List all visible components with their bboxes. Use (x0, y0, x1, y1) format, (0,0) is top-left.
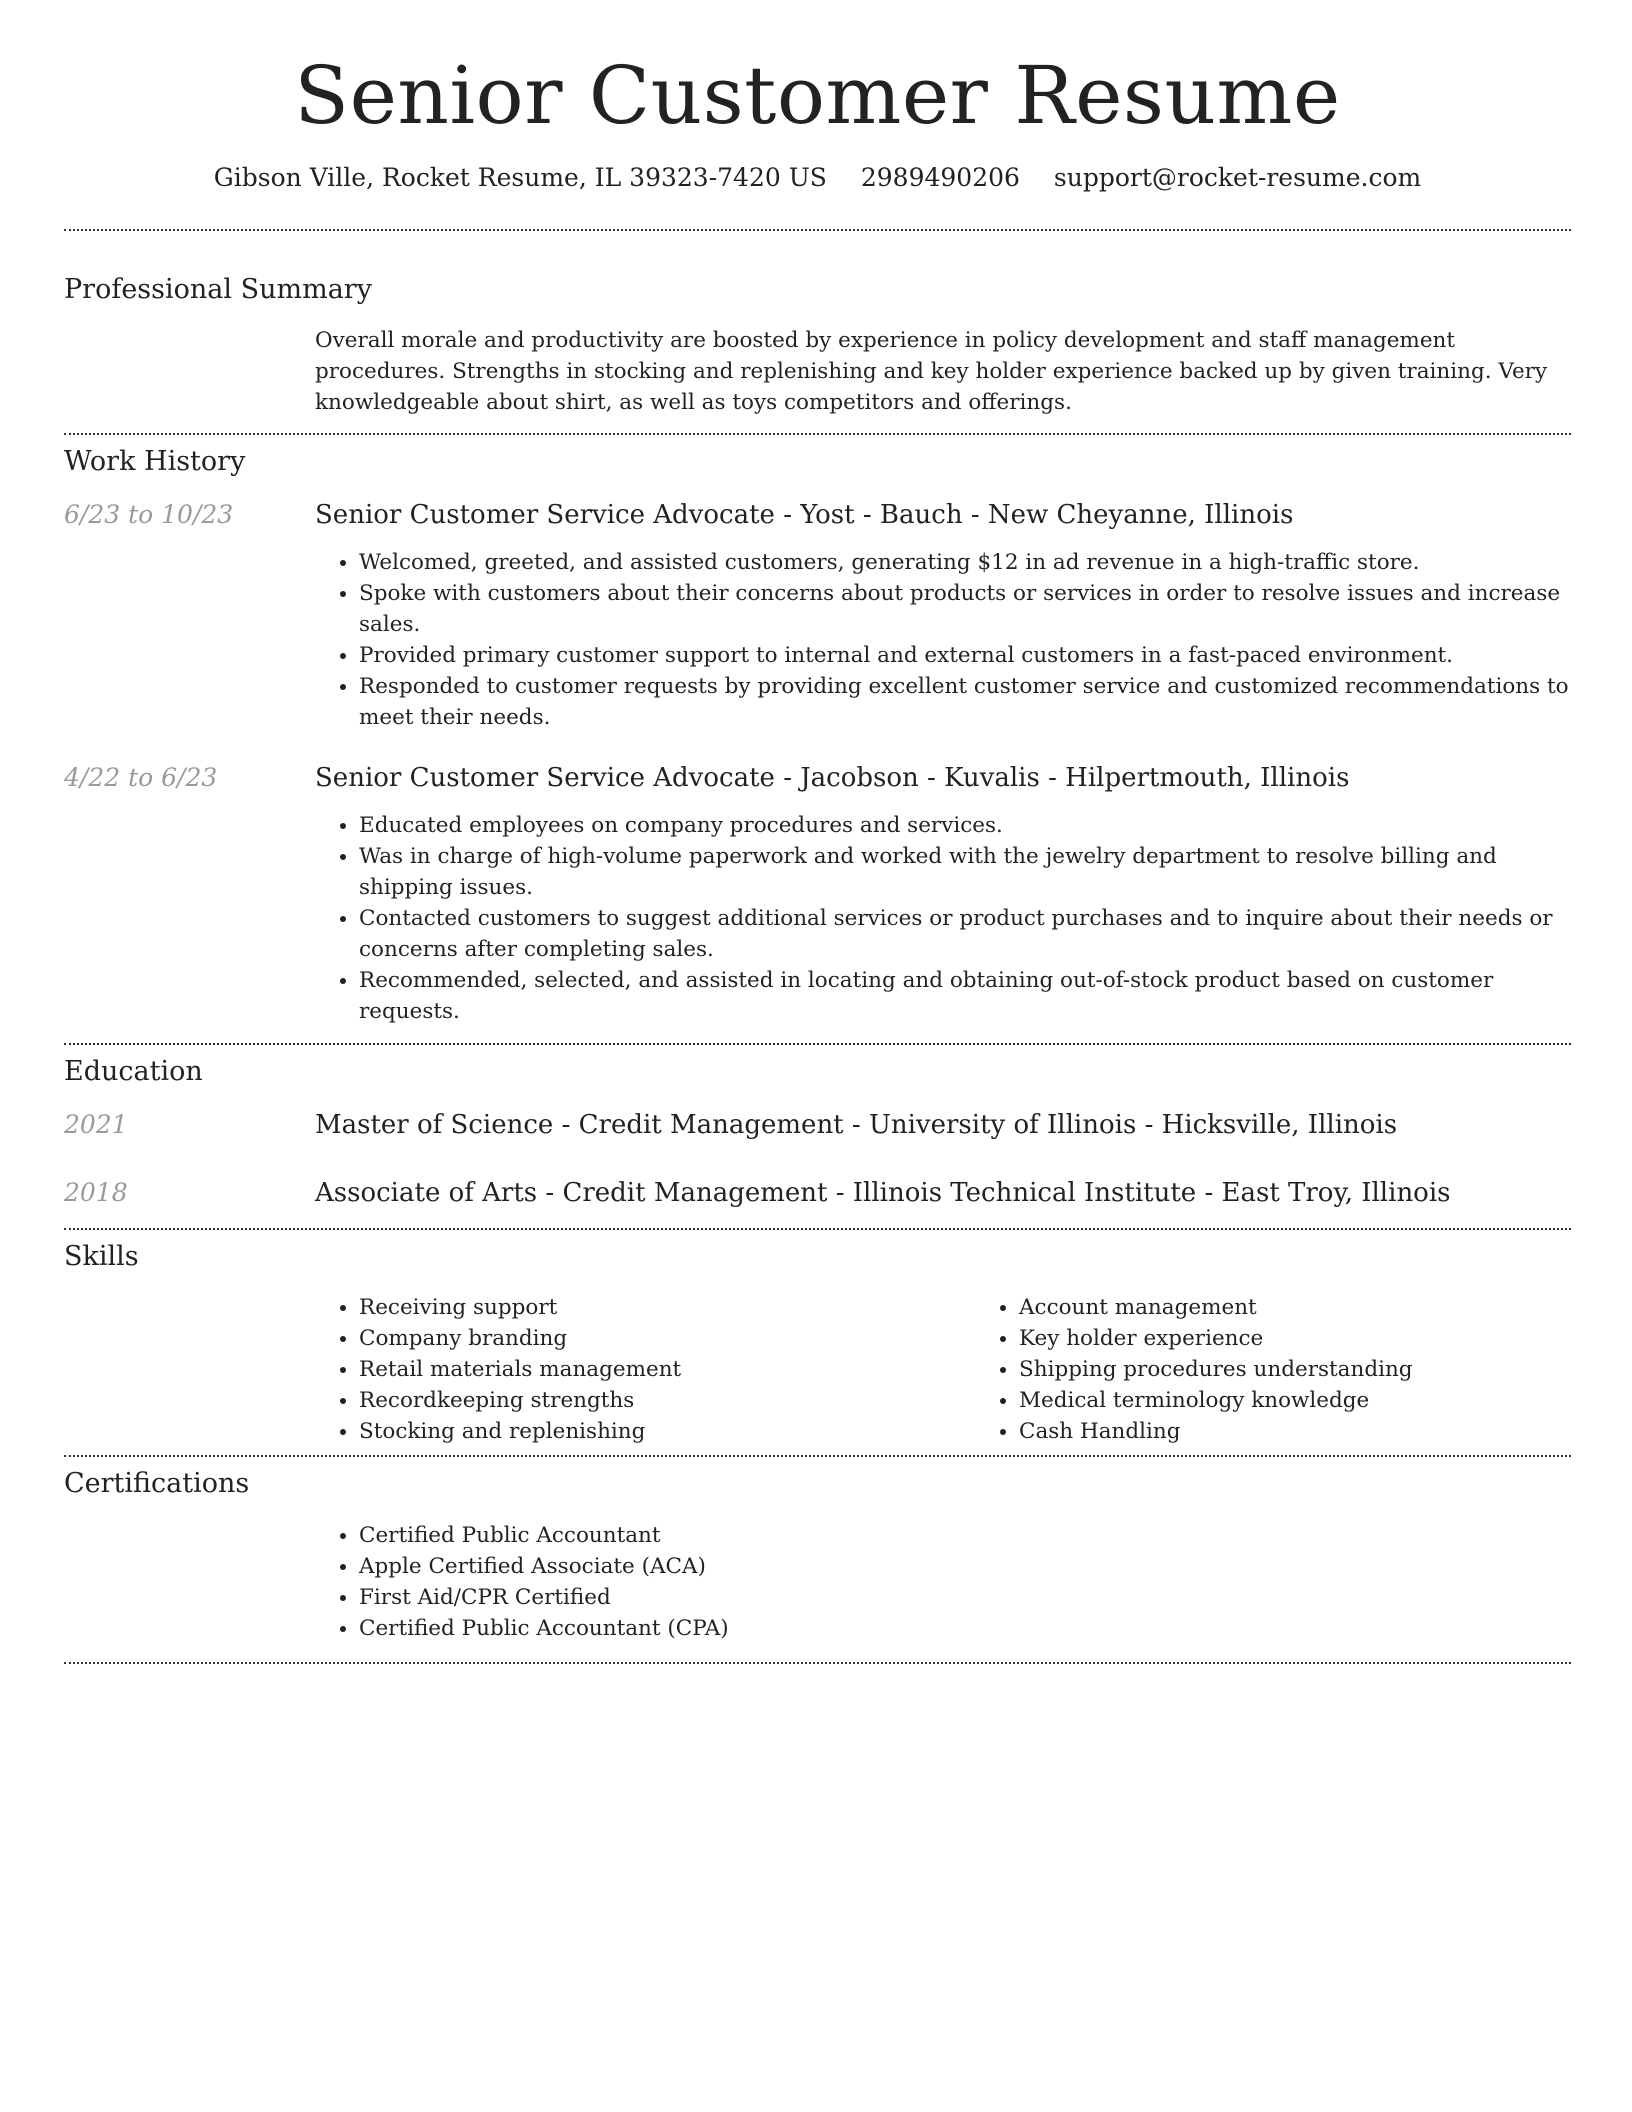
section-divider (64, 1228, 1571, 1230)
education-year: 2021 (64, 1110, 128, 1140)
contact-line (64, 162, 1571, 195)
skill-item: • Stocking and replenishing (359, 1416, 975, 1447)
certification-item: • Certified Public Accountant (359, 1520, 1571, 1551)
job-bullet: • Recommended, selected, and assisted in locating and obtaining out-of-stock product based on customer requests. (359, 965, 1571, 1027)
section-divider (64, 1662, 1571, 1664)
job-entry (64, 762, 1571, 1027)
job-bullet: • Was in charge of high-volume paperwork and worked with the jewelry department to resolve billing and shipping issues. (359, 841, 1571, 903)
job-dates: 6/23 to 10/23 (64, 500, 234, 530)
skills-columns (315, 1292, 1632, 1447)
education-section (64, 1056, 1571, 1211)
job-title: Senior Customer Service Advocate - Jacobson - Kuvalis - Hilpertmouth, Illinois (315, 763, 1350, 794)
contact-email: support@rocket-resume.com (1053, 163, 1422, 192)
skill-item: • Medical terminology knowledge (1019, 1385, 1632, 1416)
skills-list-left (315, 1292, 975, 1447)
section-divider (64, 433, 1571, 435)
skills-section (64, 1241, 1571, 1447)
skill-item: • Receiving support (359, 1292, 975, 1323)
education-year: 2018 (64, 1178, 128, 1208)
section-divider (64, 229, 1571, 231)
section-divider (64, 1455, 1571, 1457)
summary-text: Overall morale and productivity are boosted by experience in policy development and staff management procedures. Strengths in stocking and replenishing and key holder experience backed up by given training. Very knowledgeable about shirt, as well as toys competitors and offerings. (315, 327, 1548, 415)
skill-item: • Retail materials management (359, 1354, 975, 1385)
work-history-section (64, 446, 1571, 1027)
job-bullet: • Contacted customers to suggest additional services or product purchases and to inquire about their needs or concerns after completing sales. (359, 903, 1571, 965)
resume-name: Senior Customer Resume (294, 49, 1341, 142)
resume-page (64, 0, 1571, 1664)
education-heading: Education (64, 1055, 203, 1087)
summary-section (64, 274, 1571, 418)
certification-item: • Certified Public Accountant (CPA) (359, 1613, 1571, 1644)
job-bullet: • Educated employees on company procedures and services. (359, 810, 1571, 841)
skills-heading: Skills (64, 1240, 139, 1272)
section-divider (64, 1043, 1571, 1045)
skills-list-right (975, 1292, 1632, 1447)
skill-item: • Cash Handling (1019, 1416, 1632, 1447)
skill-item: • Recordkeeping strengths (359, 1385, 975, 1416)
summary-heading: Professional Summary (64, 273, 372, 305)
job-dates: 4/22 to 6/23 (64, 763, 218, 793)
certification-item: • First Aid/CPR Certified (359, 1582, 1571, 1613)
job-bullet: • Spoke with customers about their concerns about products or services in order to resolve issues and increase sales. (359, 578, 1571, 640)
skill-item: • Company branding (359, 1323, 975, 1354)
certifications-section (64, 1468, 1571, 1643)
job-bullet: • Responded to customer requests by providing excellent customer service and customized recommendations to meet their needs. (359, 671, 1571, 733)
job-bullets (315, 547, 1571, 733)
skill-item: • Shipping procedures understanding (1019, 1354, 1632, 1385)
education-degree: Master of Science - Credit Management - University of Illinois - Hicksville, Illinois (315, 1110, 1398, 1141)
contact-address: Gibson Ville, Rocket Resume, IL 39323-7420 US (213, 163, 827, 192)
job-bullet: • Provided primary customer support to internal and external customers in a fast-paced environment. (359, 640, 1571, 671)
job-title: Senior Customer Service Advocate - Yost - Bauch - New Cheyanne, Illinois (315, 500, 1294, 531)
education-degree: Associate of Arts - Credit Management - Illinois Technical Institute - East Troy, Illinois (315, 1178, 1451, 1209)
education-entry (64, 1109, 1571, 1143)
job-entry (64, 499, 1571, 733)
job-bullet: • Welcomed, greeted, and assisted customers, generating $12 in ad revenue in a high-traffic store. (359, 547, 1571, 578)
certifications-list (315, 1520, 1571, 1644)
skill-item: • Account management (1019, 1292, 1632, 1323)
work-history-heading: Work History (64, 445, 246, 477)
certifications-heading: Certifications (64, 1468, 250, 1500)
skill-item: • Key holder experience (1019, 1323, 1632, 1354)
certification-item: • Apple Certified Associate (ACA) (359, 1551, 1571, 1582)
contact-phone: 2989490206 (860, 163, 1020, 192)
education-entry (64, 1177, 1571, 1211)
job-bullets (315, 810, 1571, 1027)
